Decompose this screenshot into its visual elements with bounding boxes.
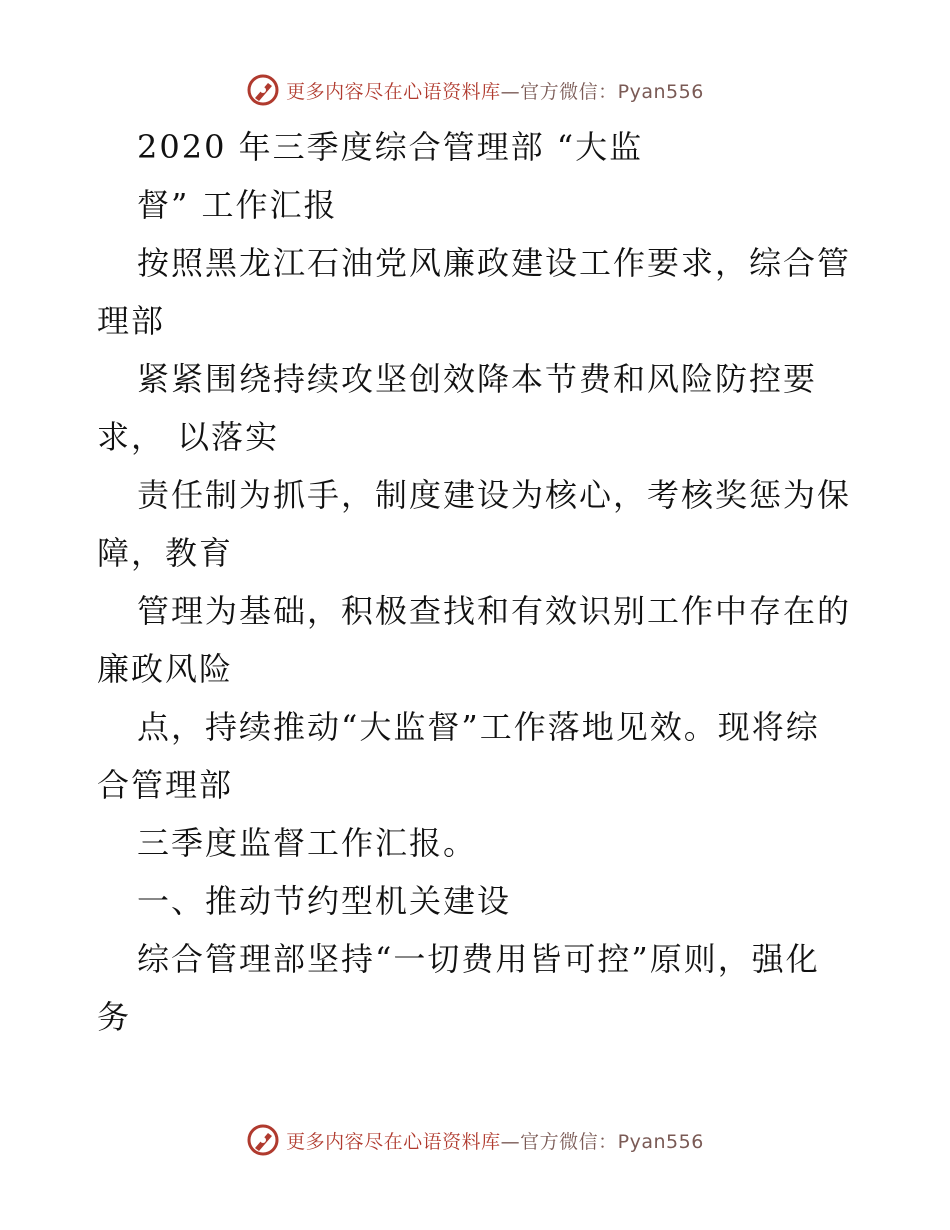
watermark-text xyxy=(286,1127,704,1154)
doc-line: 综合管理部坚持“一切费用皆可控”原则，强化 xyxy=(137,940,820,978)
pen-logo-icon xyxy=(246,1123,280,1157)
doc-line: 紧紧围绕持续攻坚创效降本节费和风险防控要 xyxy=(137,360,818,398)
header-watermark xyxy=(0,70,950,110)
doc-line: 管理为基础，积极查找和有效识别工作中存在的 xyxy=(137,592,852,630)
doc-line: 障，教育 xyxy=(97,534,234,572)
pen-logo-icon xyxy=(246,73,280,107)
doc-line: 三季度监督工作汇报。 xyxy=(137,824,478,862)
doc-line: 务 xyxy=(97,998,132,1036)
watermark-text xyxy=(286,77,704,104)
watermark-secondary: —官方微信：Pyan556 xyxy=(500,80,704,103)
doc-line: 廉政风险 xyxy=(97,650,234,688)
doc-line: 合管理部 xyxy=(97,766,234,804)
doc-line: 责任制为抓手，制度建设为核心，考核奖惩为保 xyxy=(137,476,852,514)
doc-line: 2020 年三季度综合管理部 “大监 xyxy=(137,128,644,166)
doc-line: 求， 以落实 xyxy=(97,418,280,456)
doc-line: 按照黑龙江石油党风廉政建设工作要求，综合管 xyxy=(137,244,852,282)
document-body xyxy=(97,118,857,1046)
footer-watermark xyxy=(0,1120,950,1160)
doc-line: 理部 xyxy=(97,302,166,340)
doc-line: 一、推动节约型机关建设 xyxy=(137,882,512,920)
watermark-primary: 更多内容尽在心语资料库 xyxy=(286,1130,501,1153)
doc-line: 点，持续推动“大监督”工作落地见效。现将综 xyxy=(137,708,820,746)
doc-line: 督” 工作汇报 xyxy=(137,186,338,224)
watermark-primary: 更多内容尽在心语资料库 xyxy=(286,80,501,103)
watermark-secondary: —官方微信：Pyan556 xyxy=(500,1130,704,1153)
